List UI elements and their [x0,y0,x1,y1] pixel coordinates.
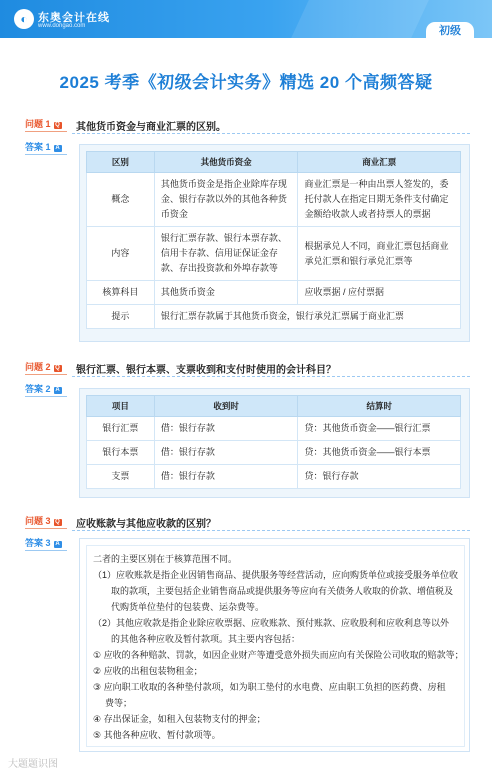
answer-line: 费等； [105,698,133,708]
question-tag-1: 问题 1 Q [25,117,67,132]
answer-line: ① 应收的各种赔款、罚款，如因企业财产等遭受意外损失而应向有关保险公司收取的赔款等； [93,650,464,660]
question-icon: Q [55,365,60,371]
answer-line: ② 应收的出租包装物租金； [93,666,203,676]
answer-tag-2: 答案 2 A [25,382,67,397]
answer-line: ③ 应向职工收取的各种垫付款项，如为职工垫付的水电费、应由职工负担的医药费、房租 [93,682,446,692]
level-badge: 初级 [426,22,474,40]
table-header: 商业汇票 [298,152,461,173]
table-row: 概念 其他货币资金是指企业除库存现金、银行存款以外的其他各种货币资金 商业汇票是一种由出票人签发的，委托付款人在指定日期无条件支付确定金额给收款人或者持票人的票据 [87,173,461,227]
answer-line: 代购货单位垫付的包装费、运杂费等。 [111,602,265,612]
table-row: 提示 银行汇票存款属于其他货币资金，银行承兑汇票属于商业汇票 [87,305,461,329]
answer-icon: A [55,387,60,393]
answer-1-box [79,144,470,342]
question-3-text: 应收账款与其他应收款的区别？ [76,519,216,530]
answer-tag-3: 答案 3 A [25,536,67,551]
brand-logo-icon: ◐ [14,9,34,29]
table-row: 银行汇票 借：银行存款 贷：其他货币资金——银行汇票 [87,417,461,441]
brand-name: 东奥会计在线 [38,12,110,24]
brand-url: www.dongao.com [38,23,86,29]
table-row: 银行本票 借：银行存款 贷：其他货币资金——银行本票 [87,441,461,465]
answer-icon: A [55,541,60,547]
table-header: 其他货币资金 [154,152,298,173]
answer-3-box [79,538,470,752]
table-row: 内容 银行汇票存款、银行本票存款、信用卡存款、信用证保证金存款、存出投资款和外埠存款等 根据承兑人不同，商业汇票包括商业承兑汇票和银行承兑汇票等 [87,227,461,281]
question-tag-3: 问题 3 Q [25,514,67,529]
question-2-text: 银行汇票、银行本票、支票收到和支付时使用的会计科目？ [76,365,336,376]
watermark: 大题题识图 [8,759,58,770]
answer-line: 二者的主要区别在于核算范围不同。 [93,554,238,564]
table-row: 支票 借：银行存款 贷：银行存款 [87,465,461,489]
page-title: 2025 考季《初级会计实务》精选 20 个高频答疑 [59,73,433,92]
table-row: 核算科目 其他货币资金 应收票据 / 应付票据 [87,281,461,305]
answer-icon: A [55,145,60,151]
divider [72,133,470,134]
answer-3-content [86,545,465,747]
divider [72,376,470,377]
answer-2-box [79,388,470,498]
question-icon: Q [55,519,60,525]
question-1-text: 其他货币资金与商业汇票的区别。 [76,122,226,133]
answer-tag-1: 答案 1 A [25,140,67,155]
table-header: 区别 [87,152,155,173]
question-tag-2: 问题 2 Q [25,360,67,375]
answer-line: （2）其他应收款是指企业除应收票据、应收账款、预付账款、应收股利和应收利息等以外 [93,618,450,628]
answer-line: ④ 存出保证金，如租入包装物支付的押金； [93,714,266,724]
divider [72,530,470,531]
table-header: 收到时 [154,396,298,417]
answer-line: ⑤ 其他各种应收、暂付款项等。 [93,730,221,740]
table-header: 项目 [87,396,155,417]
question-icon: Q [55,122,60,128]
answer-line: 取的款项，主要包括企业销售商品或提供服务等应向有关债务人收取的价款、增值税及 [111,586,454,596]
answer-line: 的其他各种应收及暂付款项。其主要内容包括： [111,634,301,644]
table-header: 结算时 [298,396,461,417]
answer-1-table [86,151,461,329]
answer-line: （1）应收账款是指企业因销售商品、提供服务等经营活动，应向购货单位或接受服务单位收 [93,570,459,580]
answer-2-table [86,395,461,489]
header-banner [0,0,492,38]
